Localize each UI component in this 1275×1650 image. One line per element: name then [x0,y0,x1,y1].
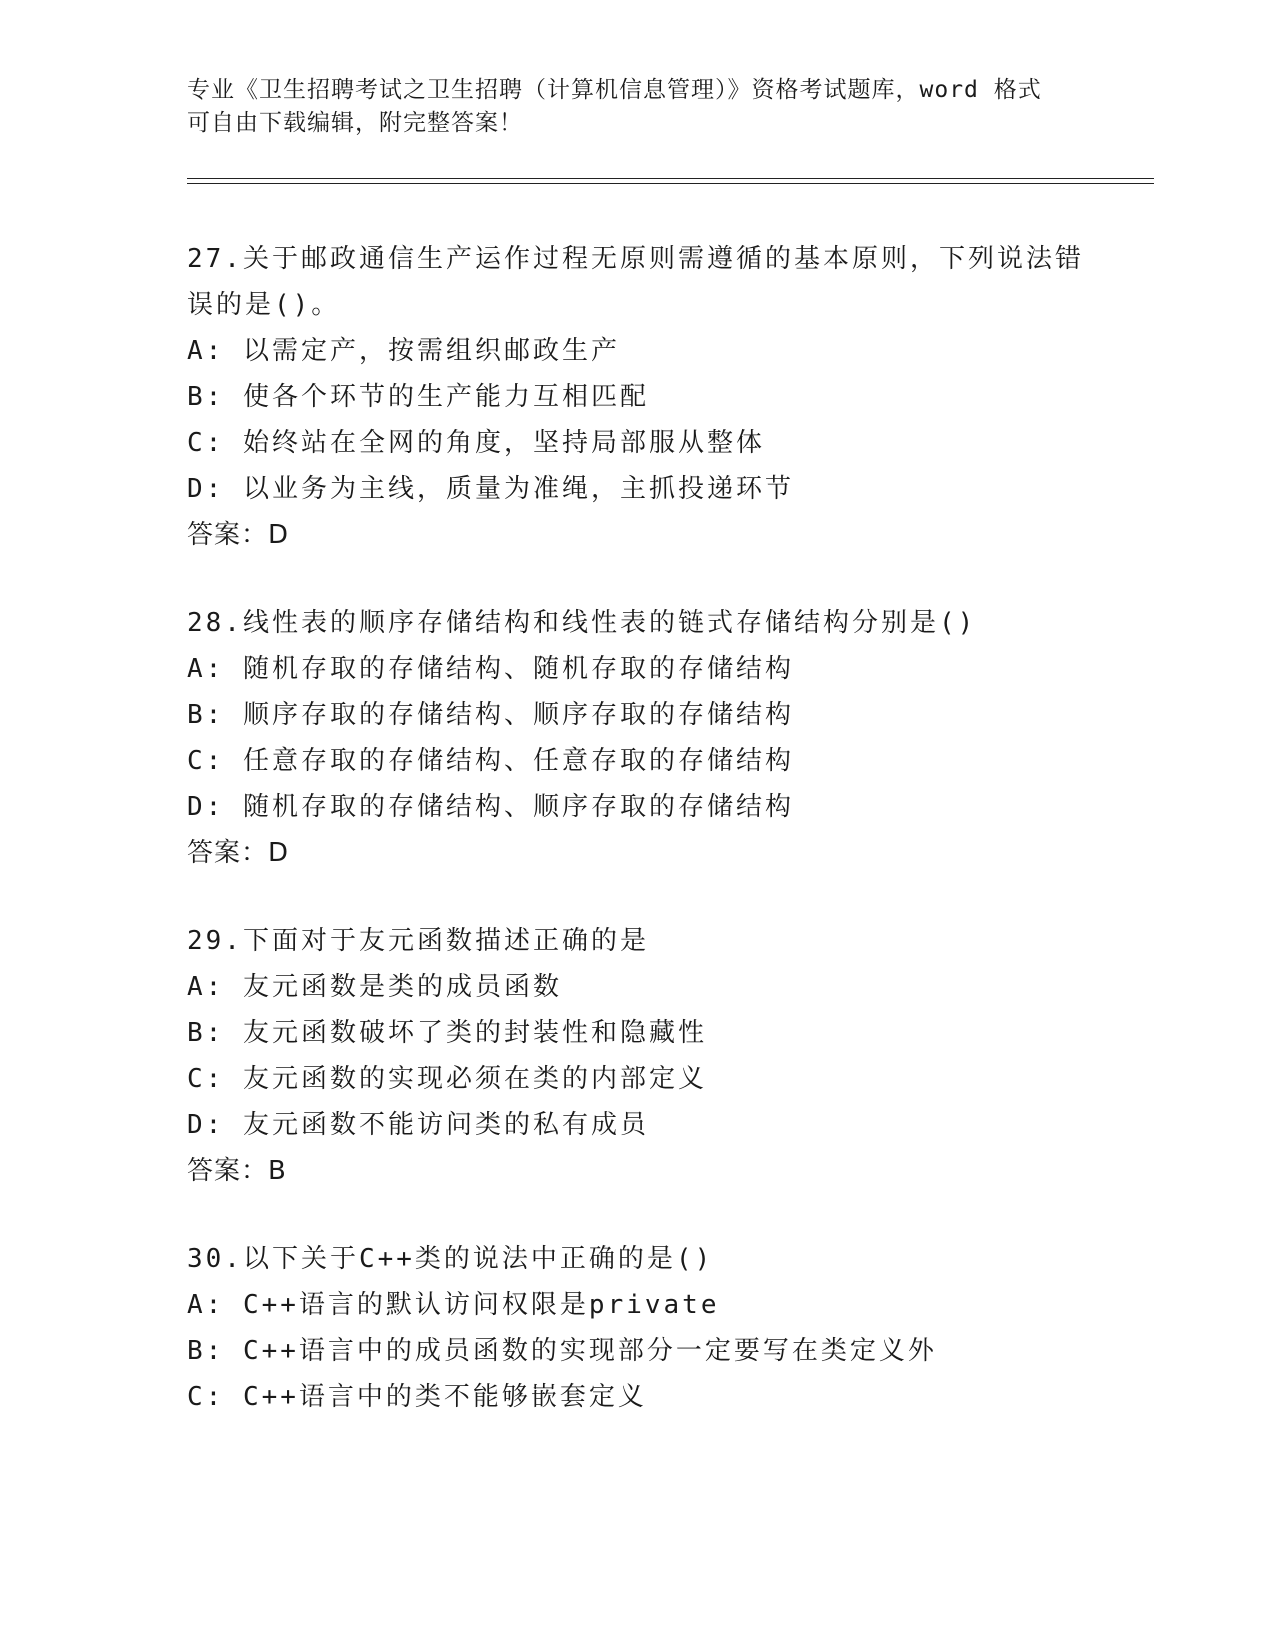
header-divider-top [187,178,1154,179]
option-a: A: 随机存取的存储结构、随机存取的存储结构 [187,654,794,684]
question-30 [187,1236,1107,1420]
question-stem: 29.下面对于友元函数描述正确的是 [187,926,649,956]
option-d: D: 随机存取的存储结构、顺序存取的存储结构 [187,792,794,822]
header-divider-bottom [187,183,1154,184]
option-c: C: 友元函数的实现必须在类的内部定义 [187,1064,707,1094]
option-a: A: 友元函数是类的成员函数 [187,972,562,1002]
document-header [187,74,1087,140]
option-b: B: 顺序存取的存储结构、顺序存取的存储结构 [187,700,794,730]
question-stem [187,236,1107,328]
question-28 [187,600,1107,876]
answer: 答案：B [187,1156,287,1186]
question-stem-line-2: 误的是()。 [187,290,341,320]
option-d: D: 以业务为主线，质量为准绳，主抓投递环节 [187,474,794,504]
question-list [187,236,1107,1462]
question-stem-line-1: 27.关于邮政通信生产运作过程无原则需遵循的基本原则，下列说法错 [187,244,1084,274]
option-c: C: 始终站在全网的角度，坚持局部服从整体 [187,428,765,458]
option-c: C: C++语言中的类不能够嵌套定义 [187,1382,647,1412]
question-stem: 28.线性表的顺序存储结构和线性表的链式存储结构分别是() [187,608,977,638]
option-b: B: C++语言中的成员函数的实现部分一定要写在类定义外 [187,1336,937,1366]
option-d: D: 友元函数不能访问类的私有成员 [187,1110,649,1140]
question-stem: 30.以下关于C++类的说法中正确的是() [187,1244,714,1274]
answer: 答案：D [187,520,290,550]
option-a: A: 以需定产，按需组织邮政生产 [187,336,620,366]
question-29 [187,918,1107,1194]
question-27 [187,236,1107,558]
option-c: C: 任意存取的存储结构、任意存取的存储结构 [187,746,794,776]
header-line-2: 可自由下载编辑，附完整答案！ [187,110,523,136]
answer: 答案：D [187,838,290,868]
header-line-1: 专业《卫生招聘考试之卫生招聘（计算机信息管理）》资格考试题库，word 格式 [187,77,1042,103]
option-a: A: C++语言的默认访问权限是private [187,1290,720,1320]
option-b: B: 使各个环节的生产能力互相匹配 [187,382,649,412]
option-b: B: 友元函数破坏了类的封装性和隐藏性 [187,1018,707,1048]
